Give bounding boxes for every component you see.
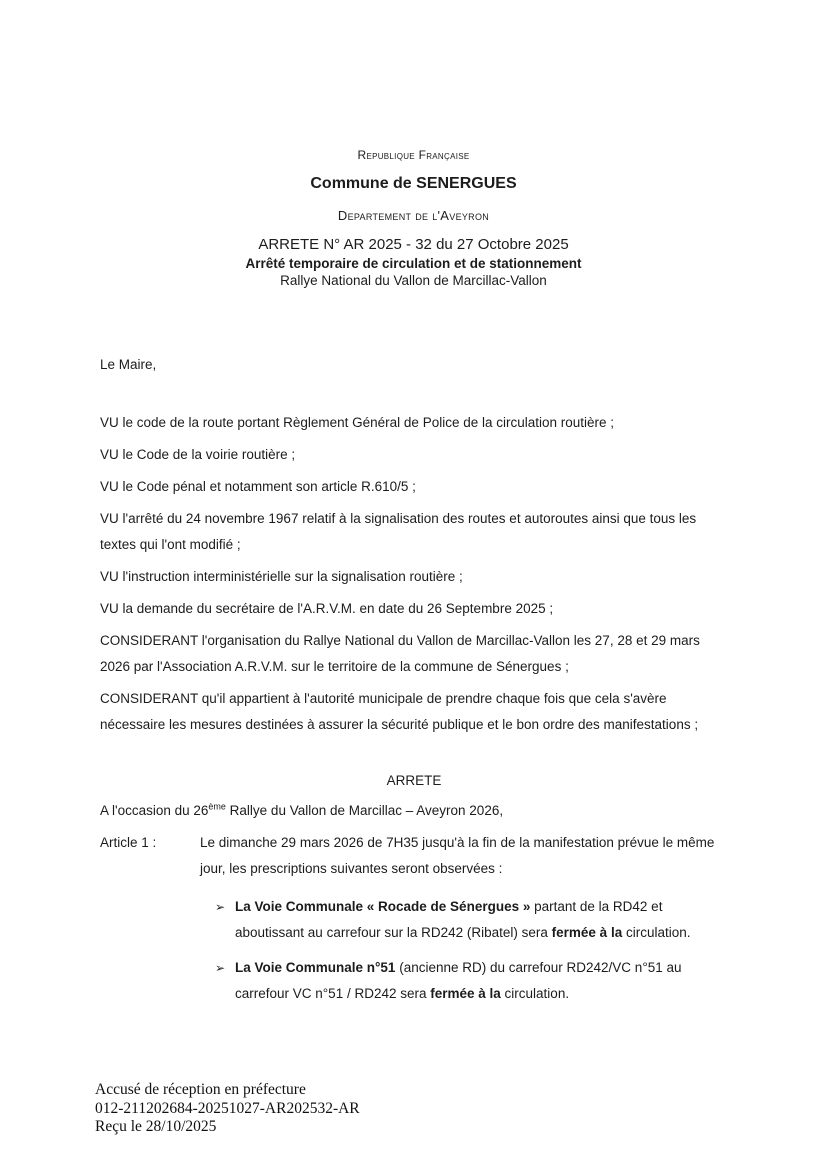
decree-subtitle: Rallye National du Vallon de Marcillac-Vallon xyxy=(280,273,547,288)
order-heading: ARRETE xyxy=(386,773,442,788)
recital-vu-code-voirie: VU le Code de la voirie routière ; xyxy=(100,447,296,462)
list-item xyxy=(215,894,723,946)
decree-subtitle-bold: Arrêté temporaire de circulation et de stationnement xyxy=(245,256,582,271)
receipt-line-2: 012-211202684-20251027-AR202532-AR xyxy=(95,1099,360,1117)
recital-vu-instruction: VU l'instruction interministérielle sur la signalisation routière ; xyxy=(100,569,463,584)
recital-vu-code-route: VU le code de la route portant Règlement Général de Police de la circulation routière ; xyxy=(100,415,615,430)
occasion-line xyxy=(100,798,728,824)
department-line: Departement de l'Aveyron xyxy=(337,208,490,223)
article-1-text: Le dimanche 29 mars 2026 de 7H35 jusqu'à la fin de la manifestation prévue le même jour, les prescriptions suivantes seront observées : xyxy=(200,835,715,876)
decree-number: ARRETE N° AR 2025 - 32 du 27 Octobre 2025 xyxy=(258,236,569,253)
bullet-1-text: La Voie Communale « Rocade de Sénergues » partant de la RD42 et aboutissant au carrefour sur la RD242 (Ribatel) sera fermée à la circulation. xyxy=(235,899,691,940)
recital-vu-code-penal: VU le Code pénal et notamment son article R.610/5 ; xyxy=(100,479,416,494)
commune-title: Commune de SENERGUES xyxy=(310,175,517,192)
article-1-label: Article 1 : xyxy=(100,835,157,850)
recital-vu-arrete-1967: VU l'arrêté du 24 novembre 1967 relatif à la signalisation des routes et autoroutes ainsi que tous les textes qui l'ont modifié ; xyxy=(100,511,697,552)
occasion-pre: A l'occasion du 26 xyxy=(100,803,209,818)
occasion-post: Rallye du Vallon de Marcillac – Aveyron 2026, xyxy=(225,803,504,818)
recital-vu-demande: VU la demande du secrétaire de l'A.R.V.M. en date du 26 Septembre 2025 ; xyxy=(100,601,554,616)
receipt-line-3: Reçu le 28/10/2025 xyxy=(95,1118,217,1135)
document-body xyxy=(100,352,728,1016)
article-1-bullets xyxy=(215,894,723,1007)
republic-line: Republique Française xyxy=(357,148,470,162)
document-header xyxy=(0,148,827,288)
article-1 xyxy=(100,830,728,882)
recital-considerant-autorite: CONSIDERANT qu'il appartient à l'autorité municipale de prendre chaque fois que cela s'avère nécessaire les mesures destinées à assurer la sécurité publique et le bon ordre des manifestations ; xyxy=(100,691,699,732)
list-item xyxy=(215,955,723,1007)
bullet-2-text: La Voie Communale n°51 (ancienne RD) du carrefour RD242/VC n°51 au carrefour VC n°51 / RD242 sera fermée à la circulation. xyxy=(235,960,682,1001)
recital-considerant-organisation: CONSIDERANT l'organisation du Rallye National du Vallon de Marcillac-Vallon les 27, 28 et 29 mars 2026 par l'Association A.R.V.M. sur le territoire de la commune de Sénergues ; xyxy=(100,633,700,674)
salutation: Le Maire, xyxy=(100,357,157,372)
prefecture-receipt-stamp xyxy=(95,1081,360,1137)
occasion-ordinal-suffix: ème xyxy=(208,801,226,812)
receipt-line-1: Accusé de réception en préfecture xyxy=(95,1081,306,1098)
arrow-bullet-icon: ➢ xyxy=(215,900,226,914)
arrow-bullet-icon: ➢ xyxy=(215,961,226,975)
